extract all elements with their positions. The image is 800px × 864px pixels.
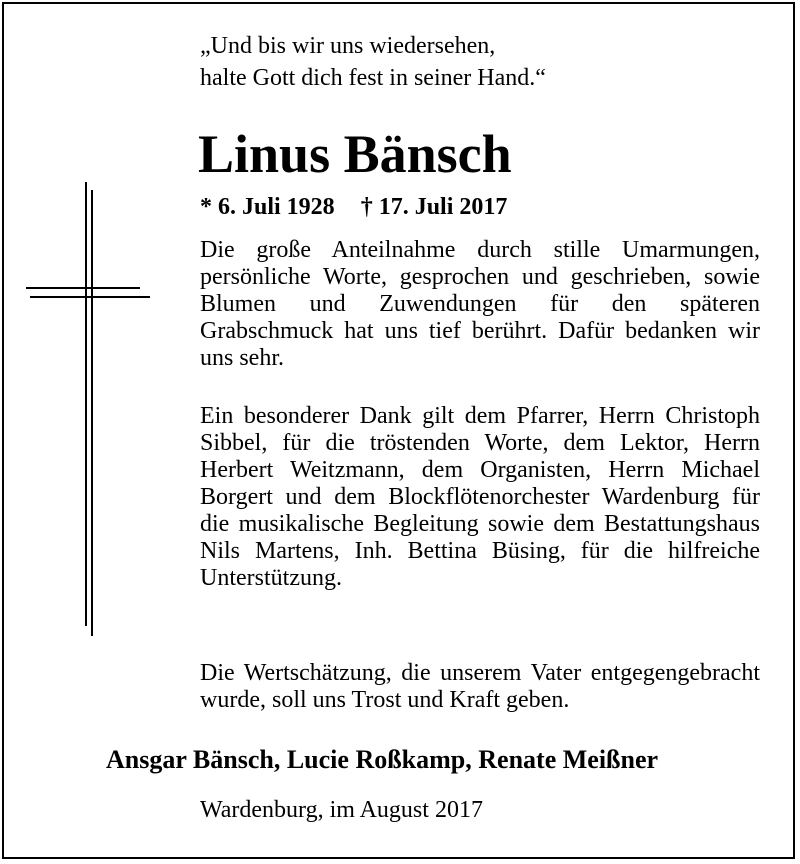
thanks-paragraph-2: Ein besonderer Dank gilt dem Pfarrer, Herrn Christoph Sibbel, für die tröstenden Worte, dem Lektor, Herrn Herbert Weitzmann, dem Organisten, Herrn Michael Borgert und dem Blockflötenorchester Wardenburg für die musikalische Begleitung sowie dem Bestattungshaus Nils Martens, Inh. Bettina Büsing, für die hilfreiche Unterstützung.	[200, 403, 760, 591]
death-date: † 17. Juli 2017	[360, 194, 508, 220]
life-dates	[200, 192, 507, 222]
place-date: Wardenburg, im August 2017	[200, 797, 483, 823]
epigraph-quote	[200, 30, 546, 94]
cross-icon	[0, 0, 160, 640]
birth-date: * 6. Juli 1928	[200, 194, 335, 220]
signers: Ansgar Bänsch, Lucie Roßkamp, Renate Meißner	[106, 745, 659, 774]
quote-line-1: „Und bis wir uns wiedersehen,	[200, 33, 496, 59]
thanks-paragraph-1: Die große Anteilnahme durch stille Umarmungen, persönliche Worte, gesprochen und geschrieben, sowie Blumen und Zuwendungen für den späteren Grabschmuck hat uns tief berührt. Dafür bedanken wir uns sehr.	[200, 237, 760, 371]
thanks-paragraph-3: Die Wertschätzung, die unserem Vater entgegengebracht wurde, soll uns Trost und Kraft geben.	[200, 660, 760, 713]
deceased-name: Linus Bänsch	[198, 124, 512, 184]
quote-line-2: halte Gott dich fest in seiner Hand.“	[200, 65, 546, 91]
